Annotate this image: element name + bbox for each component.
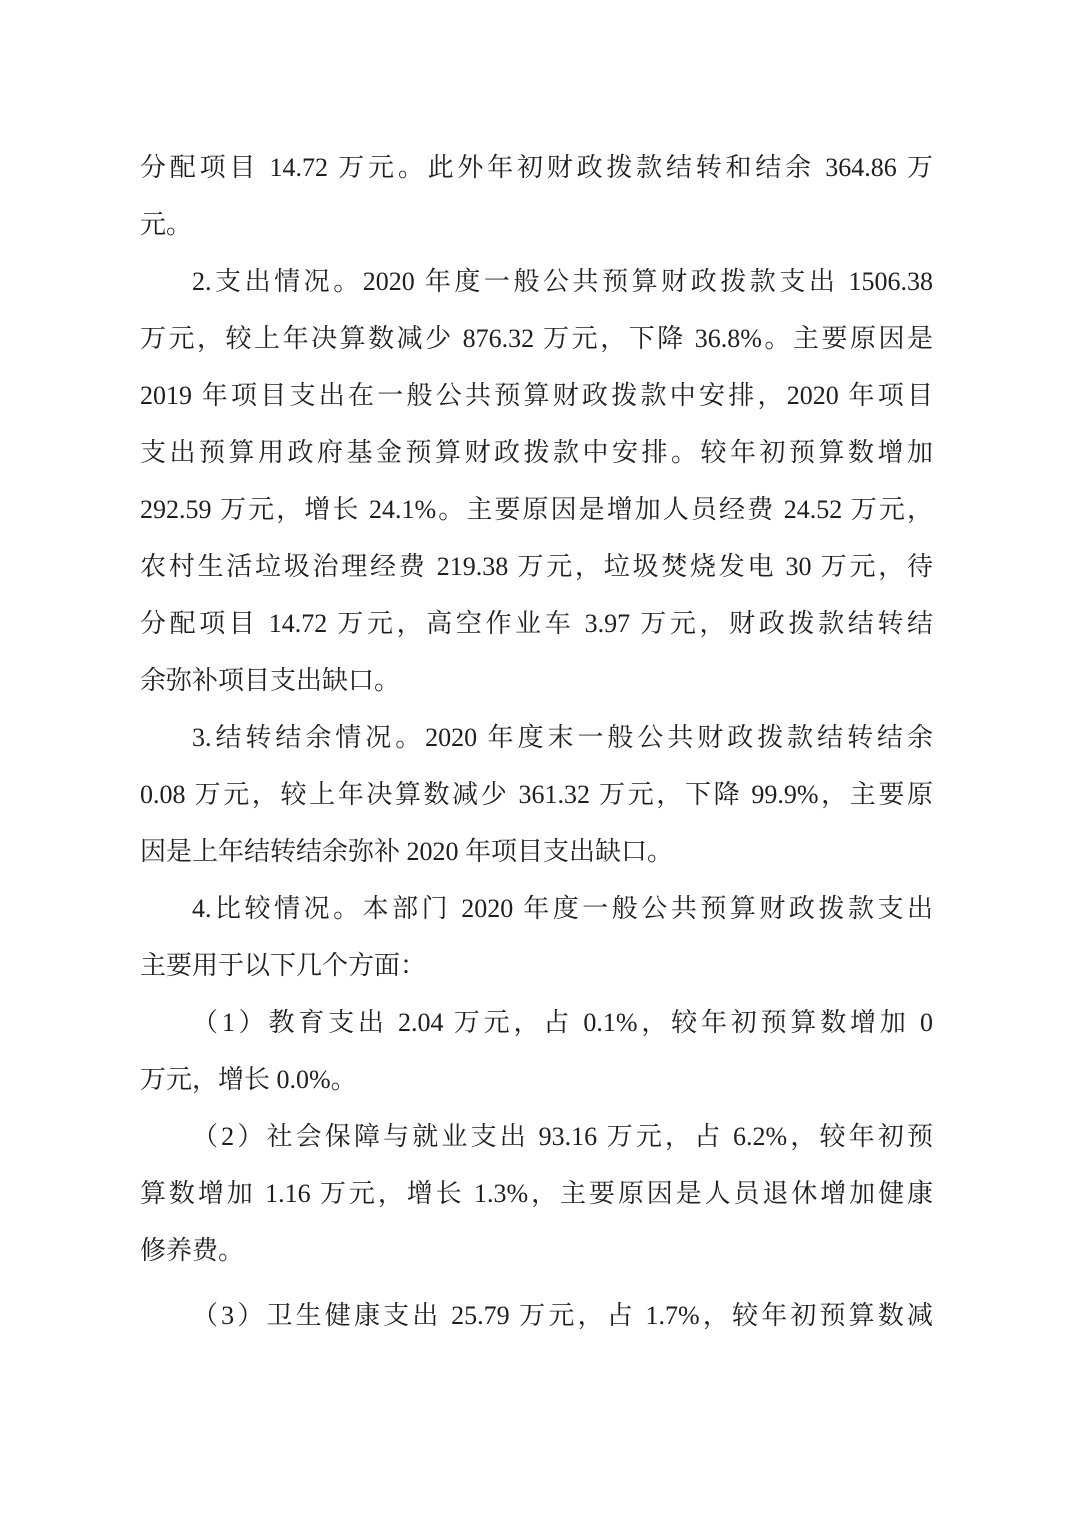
item-1-education: [140, 994, 933, 1108]
text-line: 元。: [140, 210, 193, 239]
text-line: 修养费。: [140, 1236, 245, 1265]
text-line: 主要用于以下几个方面：: [140, 951, 427, 980]
document-body: [140, 139, 933, 1344]
para-carryover-continuation: [140, 139, 933, 253]
text-line: 2.支出情况。2020 年度一般公共预算财政拨款支出 1506.38: [192, 267, 933, 296]
item-2-social-security: [140, 1108, 933, 1279]
text-line: 万元，较上年决算数减少 876.32 万元，下降 36.8%。主要原因是: [140, 324, 933, 353]
text-line: 因是上年结转结余弥补 2020 年项目支出缺口。: [140, 837, 674, 866]
text-line: 3.结转结余情况。2020 年度末一般公共财政拨款结转结余: [192, 723, 933, 752]
text-line: 292.59 万元，增长 24.1%。主要原因是增加人员经费 24.52 万元，: [140, 495, 933, 524]
text-line: 农村生活垃圾治理经费 219.38 万元，垃圾焚烧发电 30 万元，待: [140, 552, 933, 581]
text-line: 2019 年项目支出在一般公共预算财政拨款中安排，2020 年项目: [140, 381, 933, 410]
text-line: 0.08 万元，较上年决算数减少 361.32 万元，下降 99.9%，主要原: [140, 780, 933, 809]
text-line: 算数增加 1.16 万元，增长 1.3%，主要原因是人员退休增加健康: [140, 1179, 933, 1208]
para-4-comparison: [140, 880, 933, 994]
text-line: 余弥补项目支出缺口。: [140, 666, 401, 695]
text-line: 万元，增长 0.0%。: [140, 1065, 357, 1094]
text-line: 4.比较情况。本部门 2020 年度一般公共预算财政拨款支出: [192, 894, 933, 923]
text-line: （1）教育支出 2.04 万元，占 0.1%，较年初预算数增加 0: [192, 1008, 933, 1037]
para-2-expenditure: [140, 253, 933, 709]
text-line: 支出预算用政府基金预算财政拨款中安排。较年初预算数增加: [140, 438, 933, 467]
para-3-carryover-balance: [140, 709, 933, 880]
text-line: 分配项目 14.72 万元，高空作业车 3.97 万元，财政拨款结转结: [140, 609, 933, 638]
text-line: （3）卫生健康支出 25.79 万元，占 1.7%，较年初预算数减: [192, 1301, 933, 1330]
text-line: 分配项目 14.72 万元。此外年初财政拨款结转和结余 364.86 万: [140, 153, 933, 182]
text-line: （2）社会保障与就业支出 93.16 万元，占 6.2%，较年初预: [192, 1122, 933, 1151]
item-3-health: [140, 1287, 933, 1344]
